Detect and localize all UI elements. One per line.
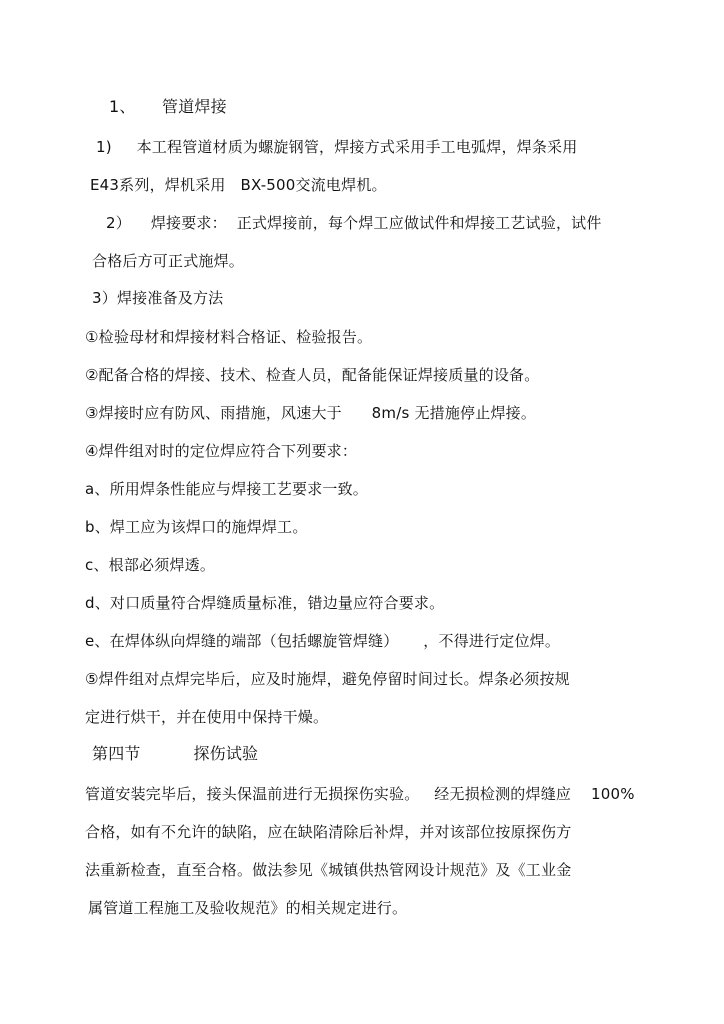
- list-item: c、根部必须焊透。: [85, 556, 216, 574]
- paragraph-line: 2） 焊接要求： 正式焊接前，每个焊工应做试件和焊接工艺试验，试件: [106, 214, 602, 232]
- paragraph-line: E43系列，焊机采用 BX-500交流电焊机。: [90, 176, 387, 194]
- list-item: ①检验母材和焊接材料合格证、检验报告。: [85, 328, 373, 346]
- paragraph-line: 管道安装完毕后，接头保温前进行无损探伤实验。 经无损检测的焊缝应 100%: [85, 785, 635, 803]
- paragraph-line: 属管道工程施工及验收规范》的相关规定进行。: [88, 899, 408, 917]
- subheading-welding-preparation: 3）焊接准备及方法: [92, 289, 224, 307]
- paragraph-line: 法重新检查，直至合格。做法参见《城镇供热管网设计规范》及《工业金: [85, 861, 572, 879]
- list-item: ②配备合格的焊接、技术、检查人员，配备能保证焊接质量的设备。: [85, 366, 540, 384]
- paragraph-line: 合格，如有不允许的缺陷，应在缺陷清除后补焊，并对该部位按原探伤方: [85, 823, 572, 841]
- paragraph-line: 1) 本工程管道材质为螺旋钢管，焊接方式采用手工电弧焊，焊条采用: [96, 138, 578, 156]
- section-heading-flaw-detection: 第四节 探伤试验: [92, 744, 259, 763]
- list-item: a、所用焊条性能应与焊接工艺要求一致。: [85, 480, 368, 498]
- list-item: ④焊件组对时的定位焊应符合下列要求：: [85, 442, 358, 460]
- list-item: b、焊工应为该焊口的施焊焊工。: [85, 518, 308, 536]
- paragraph-line: 合格后方可正式施焊。: [92, 252, 245, 270]
- list-item: ⑤焊件组对点焊完毕后，应及时施焊，避免停留时间过长。焊条必须按规: [85, 670, 570, 688]
- list-item: d、对口质量符合焊缝质量标准，错边量应符合要求。: [85, 594, 445, 612]
- list-item: ③焊接时应有防风、雨措施，风速大于 8m/s 无措施停止焊接。: [85, 404, 537, 422]
- list-item: e、在焊体纵向焊缝的端部（包括螺旋管焊缝） ，不得进行定位焊。: [85, 632, 561, 650]
- section-heading-pipe-welding: 1、 管道焊接: [109, 97, 227, 116]
- paragraph-line: 定进行烘干，并在使用中保持干燥。: [85, 708, 329, 726]
